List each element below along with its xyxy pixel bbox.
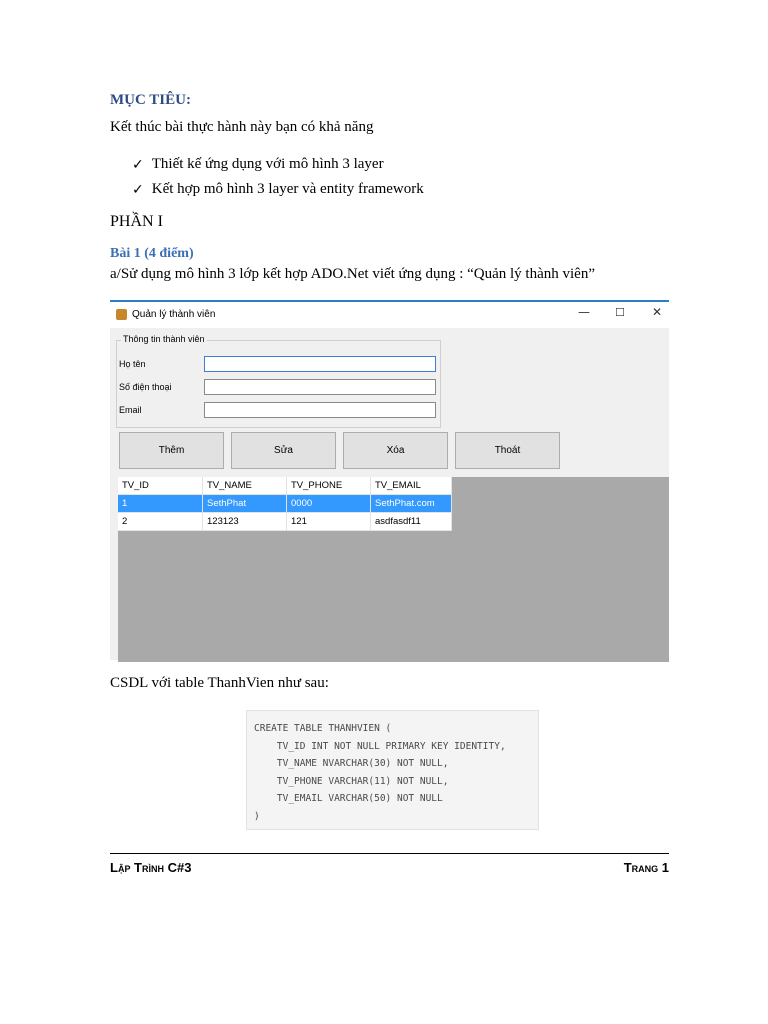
table-cell[interactable]: 2 (118, 513, 203, 531)
email-input[interactable] (204, 402, 436, 418)
footer-page-number: Trang 1 (623, 860, 669, 875)
table-cell[interactable]: asdfasdf11 (371, 513, 452, 531)
database-description: CSDL với table ThanhVien như sau: (110, 675, 329, 691)
table-header-row (118, 477, 452, 495)
close-icon[interactable]: ✕ (652, 305, 663, 319)
minimize-icon[interactable]: — (578, 305, 590, 319)
code-line: TV_PHONE VARCHAR(11) NOT NULL, (254, 775, 449, 787)
table-cell[interactable]: 123123 (203, 513, 287, 531)
column-header[interactable]: TV_NAME (203, 477, 287, 495)
table-cell[interactable]: 0000 (287, 495, 371, 513)
name-label: Họ tên (119, 359, 146, 369)
objective-text: Thiết kế ứng dụng với mô hình 3 layer (151, 156, 384, 172)
checkmark-icon: ✓ (132, 156, 144, 173)
objectives-list (132, 152, 424, 202)
table-cell[interactable]: 1 (118, 495, 203, 513)
footer-course: Lập Trình C#3 (110, 860, 192, 875)
member-grid[interactable] (118, 477, 669, 662)
column-header[interactable]: TV_EMAIL (371, 477, 452, 495)
objective-item (132, 177, 424, 202)
table-cell[interactable]: SethPhat (203, 495, 287, 513)
member-table (118, 477, 452, 531)
code-line: TV_EMAIL VARCHAR(50) NOT NULL (254, 793, 443, 804)
code-line: TV_NAME NVARCHAR(30) NOT NULL, (254, 758, 449, 769)
column-header[interactable]: TV_ID (118, 477, 203, 495)
code-line: TV_ID INT NOT NULL PRIMARY KEY IDENTITY, (254, 740, 506, 752)
window-title: Quản lý thành viên (132, 309, 216, 320)
exercise-title: Bài 1 (4 điểm) (110, 246, 194, 261)
phone-input[interactable] (204, 379, 436, 395)
app-window-screenshot (110, 300, 669, 660)
objectives-heading: MỤC TIÊU: (110, 92, 191, 108)
exit-button[interactable]: Thoát (455, 432, 560, 469)
sql-code-block (246, 710, 539, 830)
checkmark-icon: ✓ (132, 181, 144, 198)
edit-button[interactable]: Sửa (231, 432, 336, 469)
objectives-intro: Kết thúc bài thực hành này bạn có khả năng (110, 119, 374, 135)
footer-divider (110, 853, 669, 854)
table-cell[interactable]: SethPhat.com (371, 495, 452, 513)
part-heading: PHẦN I (110, 213, 163, 230)
window-titlebar (110, 302, 669, 328)
table-row[interactable] (118, 495, 452, 513)
group-label: Thông tin thành viên (123, 334, 205, 344)
maximize-icon[interactable]: ☐ (615, 306, 625, 319)
objective-item (132, 152, 424, 177)
exercise-description: a/Sử dụng mô hình 3 lớp kết hợp ADO.Net viết ứng dụng : “Quản lý thành viên” (110, 266, 595, 282)
member-info-group (116, 334, 441, 428)
add-button[interactable]: Thêm (119, 432, 224, 469)
column-header[interactable]: TV_PHONE (287, 477, 371, 495)
delete-button[interactable]: Xóa (343, 432, 448, 469)
name-input[interactable] (204, 356, 436, 372)
table-cell[interactable]: 121 (287, 513, 371, 531)
code-line: ) (254, 810, 260, 822)
code-line: CREATE TABLE THANHVIEN ( (254, 723, 392, 734)
objective-text: Kết hợp mô hình 3 layer và entity framework (151, 181, 424, 197)
table-row[interactable] (118, 513, 452, 531)
phone-label: Số điện thoại (119, 382, 172, 392)
email-label: Email (119, 405, 142, 415)
app-icon (116, 309, 127, 320)
